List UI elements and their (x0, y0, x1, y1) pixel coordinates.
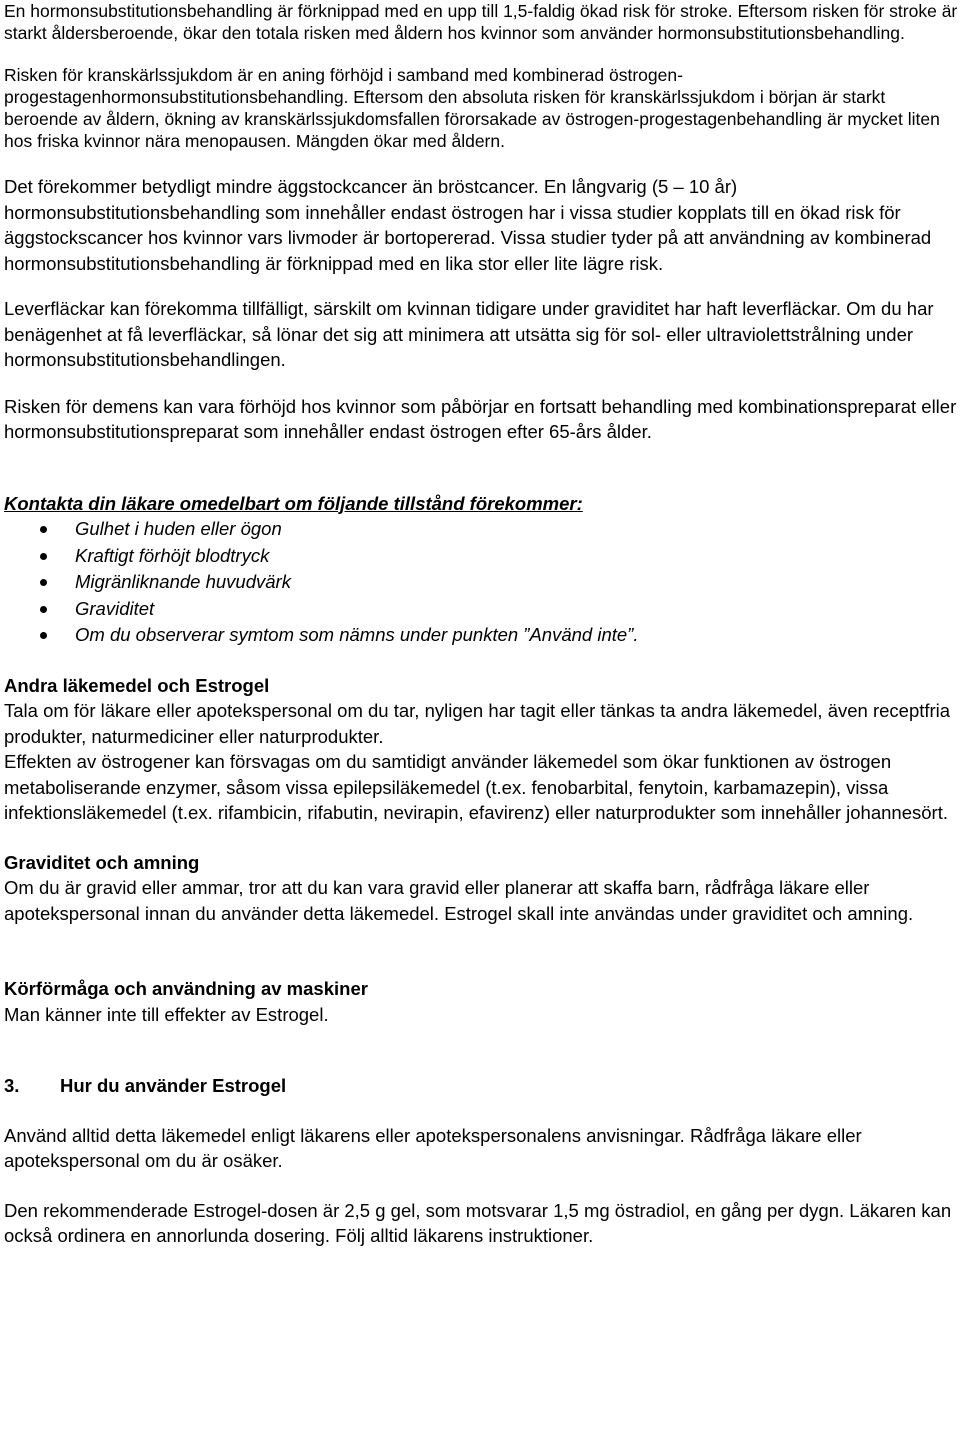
bullet-icon (40, 632, 47, 639)
list-item: Graviditet (4, 596, 958, 623)
section-title: Hur du använder Estrogel (60, 1075, 287, 1096)
bullet-icon (40, 579, 47, 586)
list-item: Gulhet i huden eller ögon (4, 516, 958, 543)
coronary-risk-paragraph: Risken för kranskärlssjukdom är en aning förhöjd i samband med kombinerad östrogen-progestagenhormonsubstitutionsbehandling. Eftersom den absoluta risken för kranskärlssjukdom i början är starkt beroende av åldern, ökning av kranskärlssjukdomsfallen förorsakade av östrogen-progestagenbehandling är mycket liten hos friska kvinnor nära menopausen. Mängden ökar med åldern. (4, 65, 940, 151)
stroke-risk-paragraph: En hormonsubstitutionsbehandling är förknippad med en upp till 1,5-faldig ökad risk för stroke. Eftersom risken för stroke är starkt åldersberoende, ökar den totala risken med åldern hos kvinnor som använder hormonsubstitutionsbehandling. (4, 1, 958, 43)
other-medicines-paragraph-1: Tala om för läkare eller apotekspersonal om du tar, nyligen har tagit eller tänkas ta andra läkemedel, även receptfria produkter, naturmediciner eller naturprodukter. (4, 700, 951, 747)
section-3-paragraph-1: Använd alltid detta läkemedel enligt läkarens eller apotekspersonalens anvisningar. Rådfråga läkare eller apotekspersonal om du är osäker. (4, 1124, 862, 1171)
contact-symptom-list (4, 516, 958, 649)
pregnancy-heading: Graviditet och amning (4, 851, 200, 873)
bullet-icon (40, 553, 47, 560)
list-item: Om du observerar symtom som nämns under punkten ”Använd inte”. (4, 622, 958, 649)
bullet-icon (40, 526, 47, 533)
liver-spots-paragraph: Leverfläckar kan förekomma tillfälligt, särskilt om kvinnan tidigare under graviditet har haft leverfläckar. Om du har benägenhet at få leverfläckar, så lönar det sig att minimera att utsätta sig för sol- eller ultraviolettstrålning under hormonsubstitutionsbehandlingen. (4, 298, 934, 370)
dementia-paragraph: Risken för demens kan vara förhöjd hos kvinnor som påbörjar en fortsatt behandling med kombinationspreparat eller hormonsubstitutionspreparat som innehåller endast östrogen efter 65-års ålder. (4, 395, 957, 442)
list-item: Kraftigt förhöjt blodtryck (4, 543, 958, 570)
other-medicines-heading: Andra läkemedel och Estrogel (4, 674, 270, 696)
pregnancy-paragraph: Om du är gravid eller ammar, tror att du kan vara gravid eller planerar att skaffa barn, rådfråga läkare eller apotekspersonal innan du använder detta läkemedel. Estrogel skall inte användas under graviditet och amning. (4, 877, 914, 924)
ovarian-cancer-paragraph: Det förekommer betydligt mindre äggstockcancer än bröstcancer. En långvarig (5 – 10 år) hormonsubstitutionsbehandling som innehåller endast östrogen har i vissa studier kopplats till en ökad risk för äggstockscancer hos kvinnor vars livmoder är bortopererad. Vissa studier tyder på att användning av kombinerad hormonsubstitutionsbehandling är förknippad med en lika stor eller lite lägre risk. (4, 176, 932, 274)
section-3-heading (4, 1073, 958, 1099)
section-3-paragraph-2: Den rekommenderade Estrogel-dosen är 2,5 g gel, som motsvarar 1,5 mg östradiol, en gång per dygn. Läkaren kan också ordinera en annorlunda dosering. Följ alltid läkarens instruktioner. (4, 1199, 952, 1246)
document-page (4, 0, 958, 1249)
driving-heading: Körförmåga och användning av maskiner (4, 978, 368, 999)
list-item: Migränliknande huvudvärk (4, 569, 958, 596)
contact-doctor-heading: Kontakta din läkare omedelbart om följande tillstånd förekommer: (4, 492, 583, 514)
other-medicines-paragraph-2: Effekten av östrogener kan försvagas om du samtidigt använder läkemedel som ökar funktionen av östrogen metaboliserande enzymer, såsom vissa epilepsiläkemedel (t.ex. fenobarbital, fenytoin, karbamazepin), vissa infektionsläkemedel (t.ex. rifambicin, rifabutin, nevirapin, efavirenz) eller naturprodukter som innehåller johannesört. (4, 751, 948, 823)
bullet-icon (40, 606, 47, 613)
driving-paragraph: Man känner inte till effekter av Estrogel. (4, 1003, 329, 1025)
section-number: 3. (4, 1075, 20, 1096)
